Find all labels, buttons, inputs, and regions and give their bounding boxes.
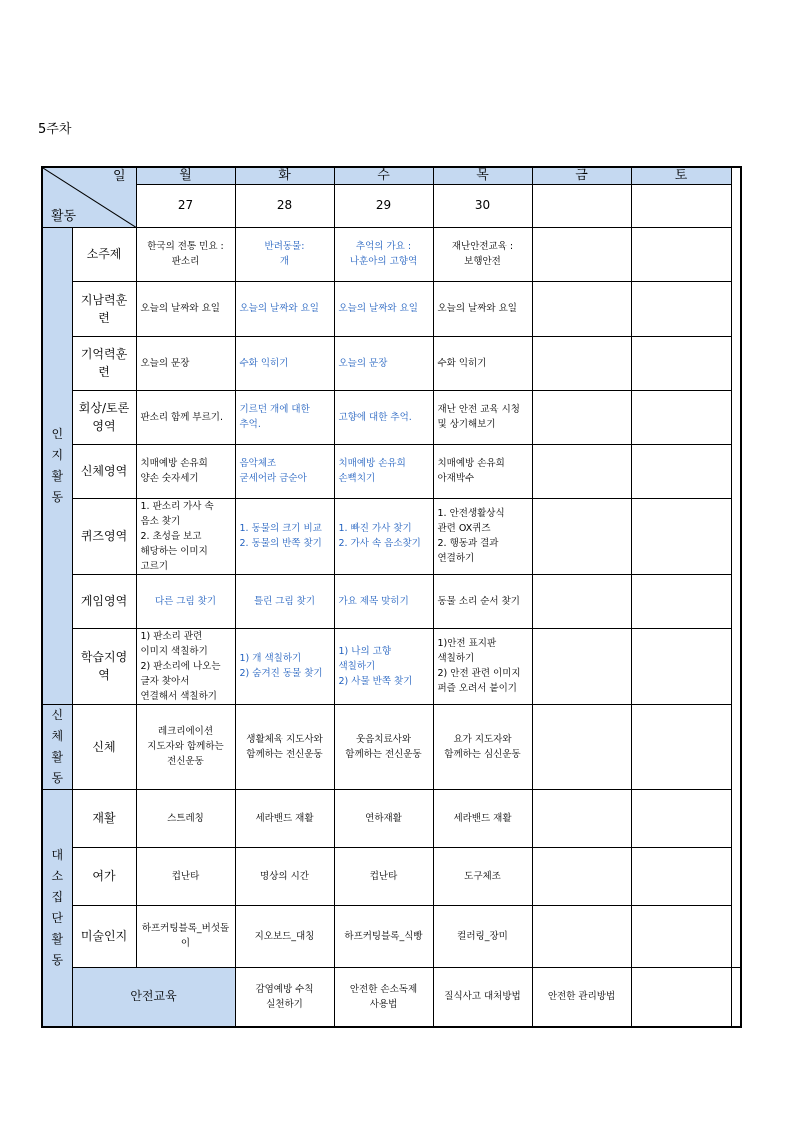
cell-quiz-sat xyxy=(631,498,731,574)
row-safety-education xyxy=(42,967,741,1027)
date-row xyxy=(42,184,741,227)
cell-quiz-mon xyxy=(136,498,235,574)
cell-physical-area-fri xyxy=(532,444,631,498)
cell-art-cognition-fri xyxy=(532,905,631,967)
cell-text: 세라밴드 재활 xyxy=(453,812,512,824)
cell-text: 치매예방 손유희 양손 숫자세기 xyxy=(140,458,208,484)
row-label-text: 학습지영역 xyxy=(80,650,128,682)
cell-physical-area-wed xyxy=(334,444,433,498)
cell-text: 치매예방 손유희 아재박수 xyxy=(437,458,505,484)
cell-text: 수화 익히기 xyxy=(437,357,487,369)
row-art-cognition xyxy=(42,905,741,967)
row-label-quiz xyxy=(72,498,136,574)
cell-text: 동물 소리 순서 찾기 xyxy=(437,595,520,607)
row-label-safety-education xyxy=(72,967,235,1027)
cell-orientation-thu xyxy=(433,281,532,336)
cell-text: 재난 안전 교육 시청 및 상기해보기 xyxy=(437,404,520,430)
row-orientation xyxy=(42,281,741,336)
cell-text: 1. 빠진 가사 찾기 2. 가사 속 음소찾기 xyxy=(338,523,421,549)
cell-text: 1) 판소리 관련 이미지 색칠하기 2) 판소리에 나오는 글자 찾아서 연결해서 색칠하기 xyxy=(140,630,221,702)
row-label-text: 게임영역 xyxy=(80,594,128,608)
row-label-art-cognition xyxy=(72,905,136,967)
cell-worksheet-wed xyxy=(334,628,433,704)
cell-text: 오늘의 날짜와 요일 xyxy=(140,303,220,314)
cell-text: 안전한 관리방법 xyxy=(547,991,616,1003)
cell-text: 재난안전교육 : 보행안전 xyxy=(451,241,514,267)
row-subtopic xyxy=(42,227,741,281)
cell-quiz-thu xyxy=(433,498,532,574)
row-label-text: 소주제 xyxy=(86,247,122,261)
cell-safety-education-sat xyxy=(731,967,741,1027)
cell-exercise-wed xyxy=(334,704,433,789)
day-header-sat: 토 xyxy=(631,167,731,184)
row-label-worksheet xyxy=(72,628,136,704)
date-cell-fri xyxy=(532,184,631,227)
cell-text: 기르던 개에 대한 추억. xyxy=(239,404,310,430)
cell-text: 수화 익히기 xyxy=(239,357,289,369)
cell-physical-area-sat xyxy=(631,444,731,498)
cell-text: 요가 지도자와 함께하는 심신운동 xyxy=(444,733,521,760)
cell-subtopic-wed xyxy=(334,227,433,281)
cell-text: 판소리 함께 부르기. xyxy=(140,411,223,423)
cell-art-cognition-wed xyxy=(334,905,433,967)
cell-quiz-tue xyxy=(235,498,334,574)
cell-game-sat xyxy=(631,574,731,628)
category-label: 인지 활동 xyxy=(51,426,64,504)
row-physical-area xyxy=(42,444,741,498)
row-label-reminiscence xyxy=(72,390,136,444)
cell-text: 질식사고 대처방법 xyxy=(444,991,521,1003)
cell-exercise-fri xyxy=(532,704,631,789)
cell-game-wed xyxy=(334,574,433,628)
day-label: 일 xyxy=(112,169,126,184)
row-label-game xyxy=(72,574,136,628)
corner-header-cell xyxy=(42,167,136,227)
cell-text: 연하재활 xyxy=(365,812,402,824)
cell-reminiscence-sat xyxy=(631,390,731,444)
row-leisure xyxy=(42,847,741,905)
category-label: 신체 활동 xyxy=(51,707,64,785)
cell-text: 오늘의 날짜와 요일 xyxy=(338,303,418,314)
cell-orientation-sat xyxy=(631,281,731,336)
cell-text: 지오보드_대칭 xyxy=(254,930,315,942)
cell-text: 다른 그림 찾기 xyxy=(154,595,217,607)
cell-safety-education-mon xyxy=(235,967,334,1027)
day-header-mon: 월 xyxy=(136,167,235,184)
cell-text: 웃음치료사와 함께하는 전신운동 xyxy=(345,733,422,760)
cell-text: 컵난타 xyxy=(369,870,398,882)
cell-subtopic-tue xyxy=(235,227,334,281)
row-label-text: 미술인지 xyxy=(80,929,128,943)
week-title: 5주차 xyxy=(38,122,72,137)
row-label-text: 재활 xyxy=(92,811,116,825)
cell-quiz-fri xyxy=(532,498,631,574)
date-cell-wed: 29 xyxy=(334,184,433,227)
cell-orientation-wed xyxy=(334,281,433,336)
row-memory xyxy=(42,336,741,390)
cell-rehab-mon xyxy=(136,789,235,847)
cell-exercise-tue xyxy=(235,704,334,789)
day-row xyxy=(42,167,741,184)
cell-text: 생활체육 지도사와 함께하는 전신운동 xyxy=(246,733,323,760)
cell-text: 추억의 가요 : 나훈아의 고향역 xyxy=(349,241,418,267)
cell-text: 오늘의 문장 xyxy=(338,357,388,369)
cell-text: 한국의 전통 민요 : 판소리 xyxy=(147,241,224,267)
cell-text: 반려동물: 개 xyxy=(264,241,305,267)
cell-safety-education-tue xyxy=(334,967,433,1027)
row-label-rehab xyxy=(72,789,136,847)
cell-rehab-sat xyxy=(631,789,731,847)
cell-text: 컬러링_장미 xyxy=(457,930,508,942)
day-header-fri: 금 xyxy=(532,167,631,184)
cell-art-cognition-sat xyxy=(631,905,731,967)
cell-text: 도구체조 xyxy=(464,870,501,882)
row-label-text: 여가 xyxy=(92,869,116,883)
cell-physical-area-mon xyxy=(136,444,235,498)
cell-exercise-mon xyxy=(136,704,235,789)
row-label-exercise xyxy=(72,704,136,789)
cell-leisure-fri xyxy=(532,847,631,905)
row-label-text: 지남력훈련 xyxy=(80,292,128,325)
day-header-thu: 목 xyxy=(433,167,532,184)
cell-safety-education-thu xyxy=(532,967,631,1027)
row-quiz xyxy=(42,498,741,574)
date-cell-tue: 28 xyxy=(235,184,334,227)
cell-text: 오늘의 문장 xyxy=(140,357,190,369)
cell-text: 1) 나의 고향 색칠하기 2) 사물 반쪽 찾기 xyxy=(338,645,413,687)
cell-text: 세라밴드 재활 xyxy=(255,812,314,824)
cell-text: 하프커팅블록_버섯돌 이 xyxy=(141,923,230,949)
date-cell-thu: 30 xyxy=(433,184,532,227)
cell-rehab-fri xyxy=(532,789,631,847)
cell-orientation-tue xyxy=(235,281,334,336)
row-label-leisure xyxy=(72,847,136,905)
cell-art-cognition-mon xyxy=(136,905,235,967)
cell-safety-education-fri xyxy=(631,967,731,1027)
cell-memory-tue xyxy=(235,336,334,390)
cell-text: 컵난타 xyxy=(171,870,200,882)
cell-memory-fri xyxy=(532,336,631,390)
cell-rehab-tue xyxy=(235,789,334,847)
cell-physical-area-thu xyxy=(433,444,532,498)
cell-exercise-sat xyxy=(631,704,731,789)
cell-text: 하프커팅블록_식빵 xyxy=(344,930,423,942)
category-cognitive xyxy=(42,227,72,704)
cell-leisure-mon xyxy=(136,847,235,905)
row-label-text: 안전교육 xyxy=(130,989,177,1004)
cell-text: 고향에 대한 추억. xyxy=(338,411,412,423)
cell-game-mon xyxy=(136,574,235,628)
cell-game-tue xyxy=(235,574,334,628)
day-header-wed: 수 xyxy=(334,167,433,184)
row-label-text: 신체영역 xyxy=(80,464,128,478)
cell-subtopic-fri xyxy=(532,227,631,281)
cell-text: 1. 판소리 가사 속 음소 찾기 2. 초성을 보고 해당하는 이미지 고르기 xyxy=(140,500,214,572)
cell-physical-area-tue xyxy=(235,444,334,498)
cell-reminiscence-fri xyxy=(532,390,631,444)
cell-leisure-tue xyxy=(235,847,334,905)
cell-reminiscence-tue xyxy=(235,390,334,444)
cell-art-cognition-thu xyxy=(433,905,532,967)
cell-text: 오늘의 날짜와 요일 xyxy=(437,303,517,314)
cell-text: 안전한 손소독제 사용법 xyxy=(349,983,418,1010)
cell-leisure-thu xyxy=(433,847,532,905)
row-label-text: 신체 xyxy=(92,739,116,754)
row-label-text: 회상/토론 영역 xyxy=(78,401,130,433)
cell-worksheet-fri xyxy=(532,628,631,704)
cell-subtopic-sat xyxy=(631,227,731,281)
cell-subtopic-mon xyxy=(136,227,235,281)
category-physical xyxy=(42,704,72,789)
row-label-text: 기억력훈련 xyxy=(80,347,128,379)
cell-text: 1. 안전생활상식 관련 OX퀴즈 2. 행동과 결과 연결하기 xyxy=(437,508,505,564)
row-label-memory xyxy=(72,336,136,390)
cell-worksheet-tue xyxy=(235,628,334,704)
row-label-subtopic xyxy=(72,227,136,281)
cell-text: 레크리에이션 지도자와 함께하는 전신운동 xyxy=(147,726,224,767)
activity-label: 활동 xyxy=(51,208,77,224)
cell-memory-mon xyxy=(136,336,235,390)
cell-text: 스트레칭 xyxy=(167,812,204,824)
cell-memory-wed xyxy=(334,336,433,390)
row-label-text: 퀴즈영역 xyxy=(80,529,128,543)
cell-reminiscence-mon xyxy=(136,390,235,444)
cell-text: 1. 동물의 크기 비교 2. 동물의 반쪽 찾기 xyxy=(239,523,322,549)
cell-worksheet-mon xyxy=(136,628,235,704)
cell-text: 가요 제목 맞히기 xyxy=(338,595,409,607)
cell-text: 틀린 그림 찾기 xyxy=(253,595,316,607)
row-game xyxy=(42,574,741,628)
cell-safety-education-wed xyxy=(433,967,532,1027)
date-cell-sat xyxy=(631,184,731,227)
cell-rehab-wed xyxy=(334,789,433,847)
cell-text: 치매예방 손유희 손뼉치기 xyxy=(338,458,406,484)
day-header-tue: 화 xyxy=(235,167,334,184)
cell-art-cognition-tue xyxy=(235,905,334,967)
cell-text: 감염예방 수칙 실천하기 xyxy=(255,983,314,1010)
cell-memory-sat xyxy=(631,336,731,390)
category-group xyxy=(42,789,72,1027)
cell-worksheet-sat xyxy=(631,628,731,704)
cell-text: 1) 개 색칠하기 2) 숨겨진 동물 찾기 xyxy=(239,653,323,679)
date-cell-mon: 27 xyxy=(136,184,235,227)
cell-subtopic-thu xyxy=(433,227,532,281)
row-exercise xyxy=(42,704,741,789)
category-label: 대소 집단 활동 xyxy=(51,847,64,967)
cell-game-fri xyxy=(532,574,631,628)
cell-quiz-wed xyxy=(334,498,433,574)
row-label-orientation xyxy=(72,281,136,336)
row-rehab xyxy=(42,789,741,847)
cell-text: 명상의 시간 xyxy=(260,870,309,882)
cell-text: 1)안전 표지판 색칠하기 2) 안전 관련 이미지 퍼즐 오려서 붙이기 xyxy=(437,638,521,694)
cell-worksheet-thu xyxy=(433,628,532,704)
cell-orientation-mon xyxy=(136,281,235,336)
row-reminiscence xyxy=(42,390,741,444)
cell-text: 오늘의 날짜와 요일 xyxy=(239,303,319,314)
cell-game-thu xyxy=(433,574,532,628)
cell-text: 음악체조 굳세어라 금순아 xyxy=(239,458,307,484)
cell-rehab-thu xyxy=(433,789,532,847)
weekly-schedule-table xyxy=(41,166,742,1028)
row-worksheet xyxy=(42,628,741,704)
cell-memory-thu xyxy=(433,336,532,390)
cell-reminiscence-wed xyxy=(334,390,433,444)
cell-leisure-sat xyxy=(631,847,731,905)
cell-exercise-thu xyxy=(433,704,532,789)
row-label-physical-area xyxy=(72,444,136,498)
cell-leisure-wed xyxy=(334,847,433,905)
cell-reminiscence-thu xyxy=(433,390,532,444)
cell-orientation-fri xyxy=(532,281,631,336)
